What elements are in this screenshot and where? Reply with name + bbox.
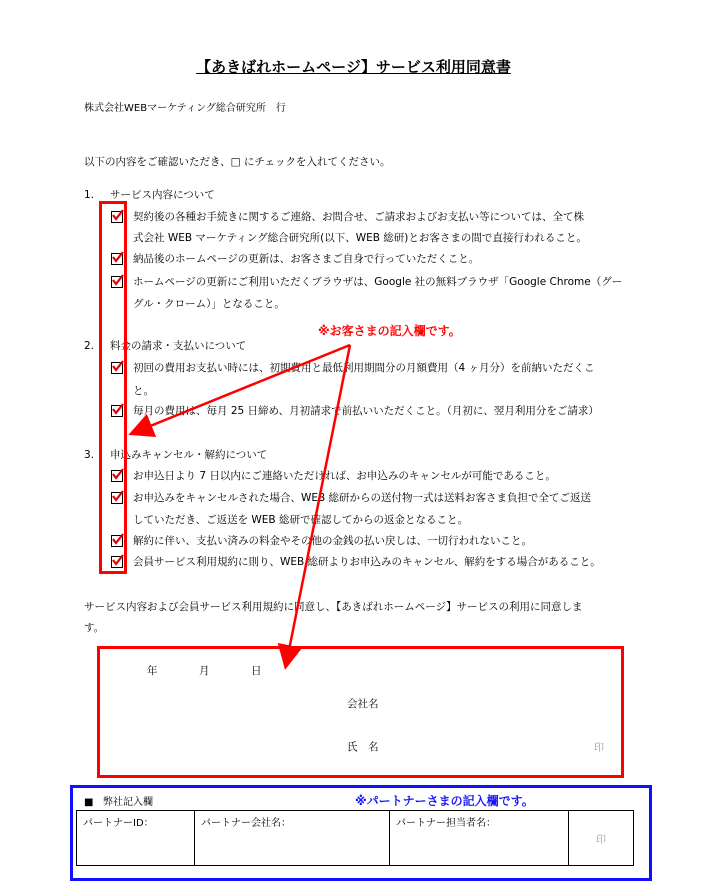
partner-section-title: 弊社記入欄: [103, 797, 153, 808]
list-item: お申込みをキャンセルされた場合、WEB 総研からの送付物一式は送料お客さま負担で全てご返送: [133, 492, 592, 504]
seal-mark: 印: [594, 743, 604, 754]
list-item: 毎月の費用は、毎月 25 日締め、月初請求で前払いいただくこと。（月初に、翌月利用分をご請求）: [133, 405, 599, 417]
date-month-label: 月: [199, 665, 210, 677]
consent-text-line-2: す。: [84, 622, 105, 634]
section-title: 料金の請求・支払いについて: [110, 340, 247, 352]
section-number: 3.: [84, 449, 95, 461]
date-day-label: 日: [251, 665, 262, 677]
list-item: 会員サービス利用規約に則り、WEB 総研よりお申込みのキャンセル、解約をする場合があること。: [133, 556, 601, 568]
list-item: 契約後の各種お手続きに関するご連絡、お問合せ、ご請求およびお支払い等については、全て株: [133, 211, 584, 223]
document-title: 【あきばれホームページ】サービス利用同意書: [196, 58, 511, 76]
intro-text: 以下の内容をご確認いただき、□ にチェックを入れてください。: [84, 156, 391, 168]
list-item-continuation: 式会社 WEB マーケティング総合研究所(以下、WEB 総研)とお客さまの間で直接行われること。: [133, 232, 587, 244]
partner-id-label: パートナーID：: [83, 818, 154, 829]
section-title: サービス内容について: [110, 189, 215, 201]
partner-person-label: パートナー担当者名：: [396, 818, 496, 829]
consent-text-line-1: サービス内容および会員サービス利用規約に同意し、【あきばれホームページ】サービスの利用に同意しま: [84, 601, 583, 613]
section-number: 1.: [84, 189, 95, 201]
section-number: 2.: [84, 340, 95, 352]
list-item: お申込日より 7 日以内にご連絡いただければ、お申込みのキャンセルが可能であること。: [133, 470, 556, 482]
list-item: ホームページの更新にご利用いただくブラウザは、Google 社の無料ブラウザ「Google Chrome（グー: [133, 276, 623, 288]
list-item: 納品後のホームページの更新は、お客さまご自身で行っていただくこと。: [133, 253, 480, 265]
partner-seal-mark: 印: [596, 834, 606, 846]
list-item-continuation: と。: [133, 385, 154, 397]
arrow-to-form: [286, 345, 350, 665]
list-item: 初回の費用お支払い時には、初期費用と最低利用期間分の月額費用（4 ヶ月分）を前納いただくこ: [133, 362, 595, 374]
company-name-label: 会社名: [347, 698, 379, 710]
square-bullet-icon: ■: [84, 797, 94, 808]
issuer-line: 株式会社WEBマーケティング総合研究所 行: [84, 103, 286, 114]
partner-entry-note: ※パートナーさまの記入欄です。: [355, 794, 534, 808]
customer-entry-note: ※お客さまの記入欄です。: [318, 324, 461, 338]
date-year-label: 年: [147, 665, 158, 677]
list-item-continuation: グル・クローム）」となること。: [133, 298, 285, 310]
person-name-label: 氏 名: [347, 741, 379, 753]
list-item: 解約に伴い、支払い済みの料金やその他の金銭の払い戻しは、一切行われないこと。: [133, 535, 532, 547]
list-item-continuation: していただき、ご返送を WEB 総研で確認してからの返金となること。: [133, 514, 468, 526]
partner-company-label: パートナー会社名：: [201, 818, 291, 829]
arrow-to-checkboxes: [133, 345, 350, 433]
section-title: 申込みキャンセル・解約について: [110, 449, 268, 461]
